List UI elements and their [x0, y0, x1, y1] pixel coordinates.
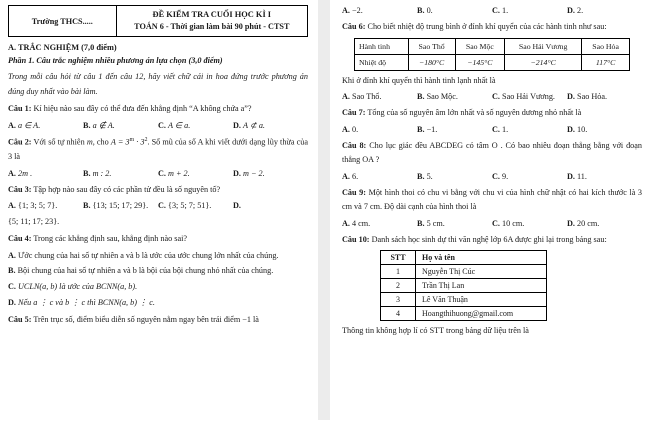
question-9 — [342, 186, 642, 215]
page-gutter — [318, 0, 330, 420]
question-4-label: Câu 4: — [8, 234, 32, 244]
question-8-option-c[interactable]: C. 9. — [492, 171, 509, 181]
question-9-option-d[interactable]: D. 20 cm. — [567, 218, 600, 228]
question-2-variable: m — [86, 137, 93, 147]
question-8-options — [342, 170, 642, 184]
question-2-exponent-2: 2 — [144, 136, 148, 143]
temperature-table-row-label-0: Hành tinh — [355, 38, 409, 54]
question-1-text: Kí hiệu nào sau đây có thể đưa đến khẳng định “A không chứa a”? — [33, 104, 252, 114]
student-row-1-name: Nguyễn Thị Cúc — [416, 265, 547, 279]
temperature-value-0: −180°C — [408, 54, 455, 70]
question-10-label: Câu 10: — [342, 234, 370, 244]
question-7-option-a[interactable]: A. 0. — [342, 124, 359, 134]
question-6-followup: Khi ở đỉnh khí quyển thì hành tinh lạnh nhất là — [342, 75, 496, 85]
question-2-option-b[interactable]: B. m : 2. — [83, 168, 112, 178]
page-left — [0, 0, 318, 422]
question-5-label: Câu 5: — [8, 314, 32, 324]
question-3-option-a[interactable]: A. {1; 3; 5; 7}. — [8, 201, 58, 211]
question-9-option-a[interactable]: A. 4 cm. — [342, 218, 371, 228]
temperature-table-row-label-1: Nhiệt độ — [355, 54, 409, 70]
question-9-label: Câu 9: — [342, 187, 366, 197]
student-row-2-name: Trần Thị Lan — [416, 279, 547, 293]
question-6-option-b[interactable]: B. Sao Mộc. — [417, 92, 458, 102]
question-6-option-d[interactable]: D. Sao Hỏa. — [567, 92, 608, 102]
question-2-text-after: . Số mũ của số A khi viết dưới dạng lũy thừa của 3 là — [8, 137, 309, 162]
question-2-formula-part2: · 3 — [134, 137, 145, 147]
temperature-value-2: −214°C — [505, 54, 582, 70]
question-4 — [8, 232, 308, 247]
question-6 — [342, 20, 642, 35]
question-5-option-a[interactable]: A. −2. — [342, 6, 363, 15]
temperature-table-planet-2: Sao Hải Vương — [505, 38, 582, 54]
table-row — [381, 265, 547, 279]
question-9-option-c[interactable]: C. 10 cm. — [492, 218, 525, 228]
question-2-text-before: Với số tự nhiên — [33, 137, 87, 147]
exam-title: ĐỀ KIỂM TRA CUỐI HỌC KÌ I — [152, 10, 272, 19]
temperature-value-1: −145°C — [455, 54, 505, 70]
question-10-followup: Thông tin không hợp lí có STT trong bảng dữ liệu trên là — [342, 326, 529, 336]
exam-header-table — [8, 5, 308, 37]
part-1-instruction: Trong mỗi câu hỏi từ câu 1 đến câu 12, hãy viết chữ cái in hoa đứng trước phương án đúng duy nhất vào bài làm. — [8, 72, 308, 97]
question-10 — [342, 233, 642, 248]
temperature-table-planet-1: Sao Mộc — [455, 38, 505, 54]
question-10-text: Danh sách học sinh dự thi văn nghệ lớp 6A được ghi lại trong bảng sau: — [371, 234, 607, 244]
exam-header-main — [116, 6, 307, 37]
question-5 — [8, 313, 308, 328]
section-a-title: A. TRẮC NGHIỆM (7,0 điểm) — [8, 43, 117, 53]
student-row-3-stt: 3 — [381, 293, 416, 307]
school-name: Trường THCS..... — [9, 6, 117, 37]
question-7 — [342, 106, 642, 121]
student-row-3-name: Lê Văn Thuận — [416, 293, 547, 307]
question-2-label: Câu 2: — [8, 137, 32, 147]
student-row-1-stt: 1 — [381, 265, 416, 279]
table-header-row — [381, 251, 547, 265]
temperature-table-planet-3: Sao Hỏa — [582, 38, 630, 54]
question-5-option-d[interactable]: D. 2. — [567, 6, 584, 15]
question-3 — [8, 183, 308, 198]
student-table-header-stt: STT — [381, 251, 416, 265]
question-6-option-c[interactable]: C. Sao Hải Vương. — [492, 92, 555, 102]
question-8-label: Câu 8: — [342, 140, 367, 150]
question-9-text: Một hình thoi có chu vi bằng với chu vi của hình chữ nhật có hai kích thước là 3 cm và 7 cm. Độ dài cạnh của hình thoi là — [342, 187, 643, 212]
question-3-option-d[interactable]: D. — [233, 201, 241, 211]
student-table-header-name: Họ và tên — [416, 251, 547, 265]
question-2-option-c[interactable]: C. m + 2. — [158, 168, 190, 178]
question-5-option-b[interactable]: B. 0. — [417, 6, 433, 15]
student-list-table — [380, 250, 547, 321]
question-5-option-c[interactable]: C. 1. — [492, 6, 509, 15]
question-7-option-d[interactable]: D. 10. — [567, 124, 588, 134]
question-2-exponent-1: m — [129, 136, 135, 143]
question-2-formula-part1: A = 3 — [110, 137, 130, 147]
table-row — [355, 38, 630, 54]
question-1 — [8, 102, 308, 117]
question-2-option-a[interactable]: A. 2m . — [8, 168, 33, 178]
question-3-text: Tập hợp nào sau đây có các phần tử đều là số nguyên tố? — [33, 184, 221, 194]
temperature-table-planet-0: Sao Thổ — [408, 38, 455, 54]
page-right — [330, 0, 650, 422]
question-1-option-b[interactable]: B. a ∉ A. — [83, 121, 115, 131]
question-4-option-a[interactable]: A. Ước chung của hai số tự nhiên a và b là ước của ước chung lớn nhất của chúng. — [8, 250, 279, 260]
question-4-options — [8, 249, 308, 311]
question-6-options — [342, 90, 642, 104]
question-8 — [342, 139, 642, 168]
table-row — [381, 279, 547, 293]
question-7-option-c[interactable]: C. 1. — [492, 124, 509, 134]
question-1-options — [8, 119, 308, 133]
table-row — [381, 307, 547, 321]
question-6-label: Câu 6: — [342, 21, 366, 31]
question-4-option-b[interactable]: B. Bội chung của hai số tự nhiên a và b là bội của bội chung nhỏ nhất của chúng. — [8, 266, 274, 276]
table-row — [381, 293, 547, 307]
question-8-option-a[interactable]: A. 6. — [342, 171, 359, 181]
student-row-4-stt: 4 — [381, 307, 416, 321]
question-6-text: Cho biết nhiệt độ trung bình ở đỉnh khí quyển của các hành tinh như sau: — [367, 21, 607, 31]
question-1-option-a[interactable]: A. a ∈ A. — [8, 121, 41, 131]
question-3-option-b[interactable]: B. {13; 15; 17; 29}. — [83, 201, 149, 211]
question-4-text: Trong các khẳng định sau, khẳng định nào sai? — [33, 234, 187, 244]
question-2-option-d[interactable]: D. m − 2. — [233, 168, 265, 178]
exam-subtitle: TOÁN 6 - Thời gian làm bài 90 phút - CTST — [134, 22, 290, 32]
question-2-text-mid: , cho — [92, 137, 111, 147]
question-8-option-d[interactable]: D. 11. — [567, 171, 587, 181]
question-9-option-b[interactable]: B. 5 cm. — [417, 218, 445, 228]
student-row-4-name: Hoangthihuong@gmail.com — [416, 307, 547, 321]
question-6-option-a[interactable]: A. Sao Thổ. — [342, 92, 382, 102]
question-8-text: Cho lục giác đều ABCDEG có tâm O . Có bao nhiêu đoạn thẳng bằng với đoạn thẳng OA ? — [342, 140, 643, 165]
table-row — [355, 54, 630, 70]
question-3-label: Câu 3: — [8, 184, 32, 194]
question-1-label: Câu 1: — [8, 104, 32, 114]
question-1-option-d[interactable]: D. A ⊄ a. — [233, 121, 265, 131]
question-4-option-d[interactable]: D. Nếu a ⋮ c và b ⋮ c thì BCNN(a, b) ⋮ c. — [8, 298, 155, 307]
question-7-options — [342, 123, 642, 137]
question-3-option-c[interactable]: C. {3; 5; 7; 51}. — [158, 201, 212, 211]
question-7-label: Câu 7: — [342, 108, 366, 118]
question-2 — [8, 135, 308, 165]
question-3-option-d-value[interactable]: {5; 11; 17; 23}. — [8, 217, 60, 227]
question-5-options — [342, 4, 642, 18]
temperature-table — [354, 38, 630, 71]
question-9-options — [342, 217, 642, 231]
question-1-option-c[interactable]: C. A ∈ a. — [158, 121, 191, 131]
student-row-2-stt: 2 — [381, 279, 416, 293]
question-4-option-c[interactable]: C. UCLN(a, b) là ước của BCNN(a, b). — [8, 282, 138, 292]
question-7-text: Tổng của số nguyên âm lớn nhất và số nguyên dương nhỏ nhất là — [367, 108, 582, 118]
part-1-title: Phần 1. Câu trắc nghiệm nhiều phương án lựa chọn (3,0 điểm) — [8, 56, 223, 66]
question-8-option-b[interactable]: B. 5. — [417, 171, 433, 181]
question-5-text: Trên trục số, điểm biểu diễn số nguyên nằm ngay bên trái điểm −1 là — [33, 314, 259, 324]
question-2-options — [8, 167, 308, 181]
question-7-option-b[interactable]: B. −1. — [417, 124, 438, 134]
question-3-options — [8, 199, 308, 213]
temperature-value-3: 117°C — [582, 54, 630, 70]
